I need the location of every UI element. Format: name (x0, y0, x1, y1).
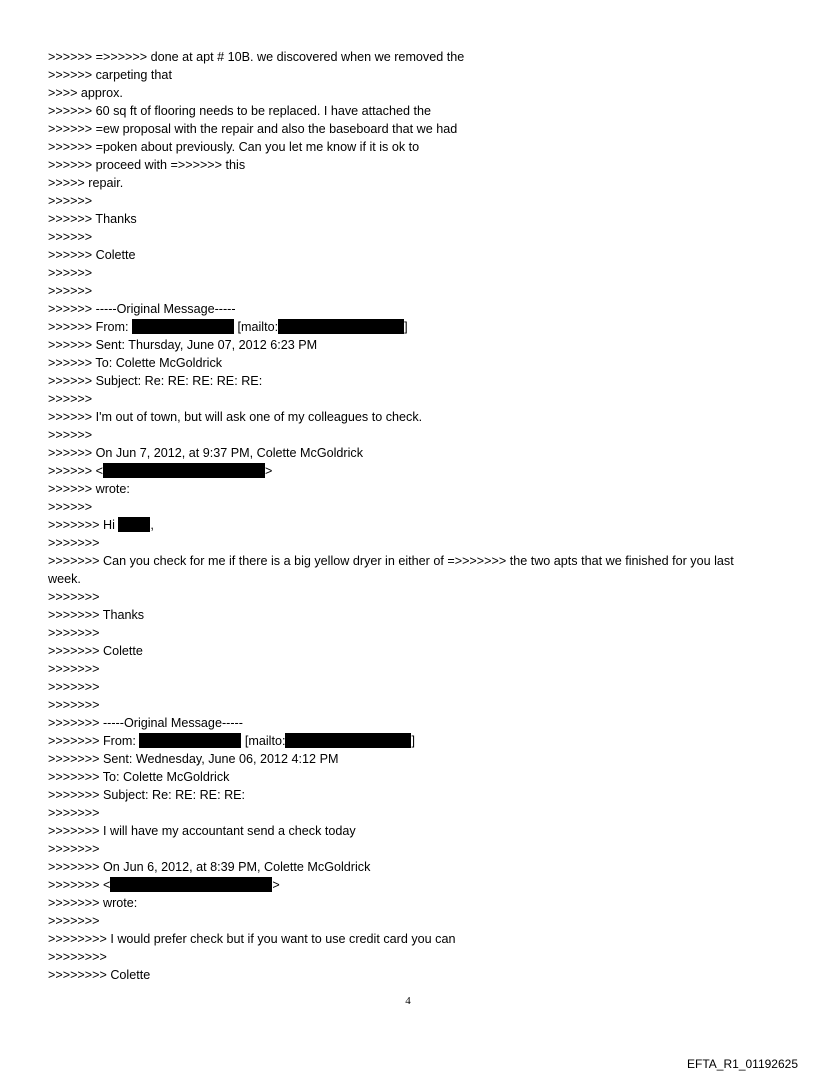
text-line: >>>>>>> Thanks (48, 608, 145, 622)
text-line: >>>>>>> (48, 806, 100, 820)
text-line: >>>>>>> (48, 590, 100, 604)
redaction-block (278, 319, 404, 334)
address-open: >>>>>>> < (48, 878, 111, 892)
text-line: >>>>>>> (48, 680, 100, 694)
text-line: >>>>>>> I will have my accountant send a check today (48, 824, 356, 838)
address-open: >>>>>> < (48, 464, 103, 478)
redaction-block (103, 463, 265, 478)
redaction-block (285, 733, 411, 748)
text-line: >>>>>>>> Colette (48, 968, 151, 982)
text-line: >>>>>> (48, 284, 93, 298)
text-line: >>>>>> carpeting that (48, 68, 172, 82)
email-body (48, 48, 768, 984)
text-line: >>>>>> (48, 230, 93, 244)
address-line (48, 876, 768, 894)
text-line: >>>>>>> Sent: Wednesday, June 06, 2012 4:12 PM (48, 752, 339, 766)
text-line: >>>>>> =>>>>>> done at apt # 10B. we discovered when we removed the (48, 50, 465, 64)
text-line: >>>>>> 60 sq ft of flooring needs to be replaced. I have attached the (48, 104, 431, 118)
text-line: >>>>>>> On Jun 6, 2012, at 8:39 PM, Colette McGoldrick (48, 860, 371, 874)
text-line: >>>>>> Thanks (48, 212, 137, 226)
text-line: >>>>>>> (48, 626, 100, 640)
text-line: >>>>>> Colette (48, 248, 136, 262)
text-line: >>>>>>> (48, 698, 100, 712)
text-line: >>>>>> On Jun 7, 2012, at 9:37 PM, Colette McGoldrick (48, 446, 364, 460)
redaction-block (139, 733, 241, 748)
text-line: >>>> approx. (48, 86, 123, 100)
text-line: >>>>>>> (48, 914, 100, 928)
text-line: >>>>>> (48, 392, 93, 406)
text-line: >>>>>>>> (48, 950, 107, 964)
from-line (48, 732, 768, 750)
text-line: >>>>>>> (48, 842, 100, 856)
greeting-line (48, 516, 768, 534)
redaction-block (132, 319, 234, 334)
text-line: >>>>>> -----Original Message----- (48, 302, 236, 316)
mailto-close: ] (404, 320, 408, 334)
text-line: >>>>>> Sent: Thursday, June 07, 2012 6:23 PM (48, 338, 318, 352)
text-line: >>>>>> =poken about previously. Can you let me know if it is ok to (48, 140, 420, 154)
text-line: >>>>>>> (48, 536, 100, 550)
text-line: >>>>>> (48, 194, 93, 208)
text-line: >>>>>> =ew proposal with the repair and also the baseboard that we had (48, 122, 458, 136)
greeting-comma: , (150, 518, 154, 532)
from-line (48, 318, 768, 336)
text-line: >>>>>> To: Colette McGoldrick (48, 356, 223, 370)
address-line (48, 462, 768, 480)
greeting-label: >>>>>>> Hi (48, 518, 115, 532)
text-line: >>>>>> proceed with =>>>>>> this (48, 158, 246, 172)
text-line: >>>>>> (48, 266, 93, 280)
text-line: >>>>>> Subject: Re: RE: RE: RE: RE: (48, 374, 263, 388)
text-line: >>>>>>> -----Original Message----- (48, 716, 243, 730)
text-line: >>>>>>> Can you check for me if there is a big yellow dryer in either of =>>>>>>> the two apts that we finished for you last week. (48, 554, 734, 586)
page-number: 4 (405, 995, 411, 1007)
text-line: >>>>> repair. (48, 176, 124, 190)
redaction-block (110, 877, 272, 892)
address-close: > (264, 464, 273, 478)
text-line: >>>>>> (48, 500, 93, 514)
address-close: > (272, 878, 280, 892)
redaction-block (118, 517, 150, 532)
mailto-label: [mailto: (237, 320, 279, 334)
mailto-close: ] (411, 734, 415, 748)
document-id: EFTA_R1_01192625 (687, 1057, 798, 1071)
mailto-label: [mailto: (244, 734, 286, 748)
text-line: >>>>>> wrote: (48, 482, 130, 496)
from-label: >>>>>> From: (48, 320, 129, 334)
text-line: >>>>>>> (48, 662, 100, 676)
text-line: >>>>>> I'm out of town, but will ask one of my colleagues to check. (48, 410, 423, 424)
text-line: >>>>>>> wrote: (48, 896, 138, 910)
text-line: >>>>>>> Subject: Re: RE: RE: RE: (48, 788, 246, 802)
text-line: >>>>>> (48, 428, 93, 442)
text-line: >>>>>>>> I would prefer check but if you want to use credit card you can (48, 932, 456, 946)
from-label: >>>>>>> From: (48, 734, 136, 748)
text-line: >>>>>>> Colette (48, 644, 143, 658)
text-line: >>>>>>> To: Colette McGoldrick (48, 770, 230, 784)
